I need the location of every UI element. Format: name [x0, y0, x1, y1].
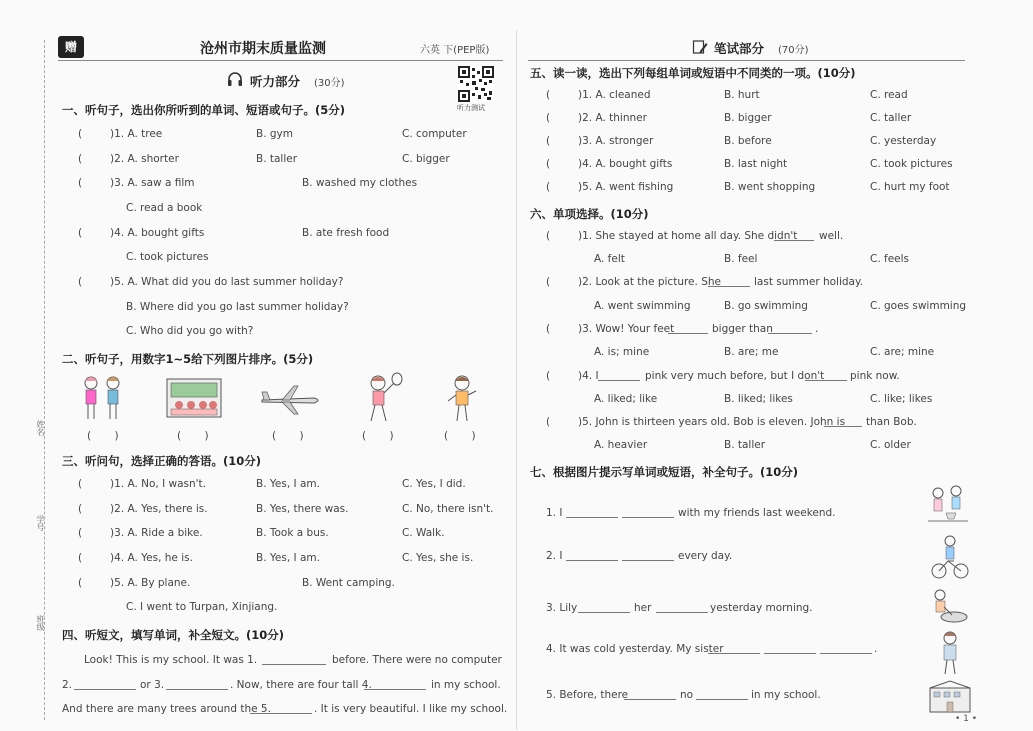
- answer-paren[interactable]: (: [546, 370, 551, 382]
- s6-q5-a: A. heavier: [594, 439, 648, 451]
- s3-q5-a: )5. A. By plane.: [110, 577, 191, 589]
- s3-q3-b: B. Took a bus.: [256, 527, 329, 539]
- s3-q1-a: )1. A. No, I wasn't.: [110, 478, 207, 490]
- s3-q4-c: C. Yes, she is.: [402, 552, 474, 564]
- s4-line1-b: before. There were no computer: [332, 654, 502, 666]
- s6-q2-c: C. goes swimming: [870, 300, 967, 312]
- s6-q4-blank-1[interactable]: [598, 370, 640, 381]
- s1-q5-c: C. Who did you go with?: [126, 325, 254, 337]
- answer-paren[interactable]: (: [546, 112, 551, 124]
- picture-riding-bike: [930, 533, 970, 581]
- answer-paren[interactable]: (: [78, 276, 83, 288]
- section-1-heading: 一、听句子，选出你所听到的单词、短语或句子。(5分): [62, 103, 346, 117]
- s3-q3-c: C. Walk.: [402, 527, 445, 539]
- margin-label-id: 学号: [36, 515, 45, 531]
- s6-q1-end: well.: [819, 230, 844, 242]
- s1-q1-a: )1. A. tree: [110, 128, 163, 140]
- page-number: • 1 •: [955, 714, 978, 724]
- s3-q3-a: )3. A. Ride a bike.: [110, 527, 203, 539]
- headphone-icon: [226, 70, 244, 88]
- s1-q5-b: B. Where did you go last summer holiday?: [126, 301, 349, 313]
- s3-q5-c: C. I went to Turpan, Xinjiang.: [126, 601, 278, 613]
- answer-paren[interactable]: (: [546, 323, 551, 335]
- answer-paren[interactable]: (: [546, 135, 551, 147]
- section-7-heading: 七、根据图片提示写单词或短语，补全句子。(10分): [530, 465, 799, 479]
- s1-q4-a: )4. A. bought gifts: [110, 227, 205, 239]
- s7-q4-blank-3[interactable]: [820, 643, 872, 654]
- s7-q2-blank-1[interactable]: [566, 550, 618, 561]
- s6-q4-a: A. liked; like: [594, 393, 658, 405]
- s3-q4-b: B. Yes, I am.: [256, 552, 320, 564]
- grade-label: 六英 下(PEP版): [420, 45, 490, 56]
- s7-q2-end: every day.: [678, 550, 733, 562]
- s6-q1-stem: )1. She stayed at home all day. She didn't: [578, 230, 798, 242]
- answer-paren[interactable]: (: [546, 89, 551, 101]
- answer-paren[interactable]: (: [546, 416, 551, 428]
- s6-q4-stem: )4. I: [578, 370, 599, 382]
- s5-q4-b: B. last night: [724, 158, 788, 170]
- s7-q1-blank-2[interactable]: [622, 507, 674, 518]
- qr-caption: 听力测试: [457, 104, 485, 112]
- answer-paren[interactable]: (: [78, 577, 83, 589]
- blank-3[interactable]: [166, 679, 228, 690]
- s6-q4-blank-2[interactable]: [805, 370, 847, 381]
- s4-line3-b: . It is very beautiful. I like my school.: [314, 703, 508, 715]
- picture-friends-outing: [926, 483, 970, 525]
- s3-q1-c: C. Yes, I did.: [402, 478, 466, 490]
- s7-q5-blank-1[interactable]: [624, 689, 676, 700]
- s1-q5-a: )5. A. What did you do last summer holiday?: [110, 276, 344, 288]
- s6-q2-b: B. go swimming: [724, 300, 808, 312]
- picture-airplane: [258, 382, 324, 418]
- answer-paren[interactable]: (: [78, 552, 83, 564]
- answer-paren[interactable]: (: [546, 158, 551, 170]
- s3-q2-c: C. No, there isn't.: [402, 503, 494, 515]
- s1-q3-b: B. washed my clothes: [302, 177, 418, 189]
- s7-q3-start: 3. Lily: [546, 602, 578, 614]
- s6-q1-b: B. feel: [724, 253, 758, 265]
- s5-q2-c: C. taller: [870, 112, 912, 124]
- s1-q1-c: C. computer: [402, 128, 467, 140]
- s6-q4-b: B. liked; likes: [724, 393, 793, 405]
- s6-q3-mid: bigger than: [712, 323, 773, 335]
- s6-q5-end: than Bob.: [866, 416, 917, 428]
- page-divider: [516, 30, 517, 730]
- picture-2-answer[interactable]: ( ): [177, 430, 209, 442]
- s6-q1-a: A. felt: [594, 253, 625, 265]
- s6-q4-c: C. like; likes: [870, 393, 933, 405]
- s1-q4-c: C. took pictures: [126, 251, 209, 263]
- answer-paren[interactable]: (: [546, 230, 551, 242]
- s4-line2-d: in my school.: [431, 679, 501, 691]
- s1-q1-b: B. gym: [256, 128, 293, 140]
- s6-q3-b: B. are; me: [724, 346, 779, 358]
- s1-q3-c: C. read a book: [126, 202, 203, 214]
- picture-girl-badminton: [360, 371, 406, 425]
- s5-q3-b: B. before: [724, 135, 772, 147]
- s5-q1-b: B. hurt: [724, 89, 760, 101]
- s6-q1-c: C. feels: [870, 253, 910, 265]
- s3-q2-b: B. Yes, there was.: [256, 503, 349, 515]
- s7-q3-mid: her: [634, 602, 652, 614]
- s7-q5-end: in my school.: [751, 689, 821, 701]
- s6-q2-end: last summer holiday.: [754, 276, 864, 288]
- s4-line1-a: Look! This is my school. It was 1.: [84, 654, 258, 666]
- section-6-heading: 六、单项选择。(10分): [530, 207, 649, 221]
- answer-paren[interactable]: (: [546, 181, 551, 193]
- s5-q1-c: C. read: [870, 89, 908, 101]
- s4-line2-b: or 3.: [140, 679, 165, 691]
- s3-q5-b: B. Went camping.: [302, 577, 395, 589]
- s7-q1-start: 1. I: [546, 507, 563, 519]
- s1-q3-a: )3. A. saw a film: [110, 177, 195, 189]
- s5-q2-b: B. bigger: [724, 112, 772, 124]
- section-3-heading: 三、听问句，选择正确的答语。(10分): [62, 454, 262, 468]
- s6-q2-stem: )2. Look at the picture. She: [578, 276, 721, 288]
- answer-paren[interactable]: (: [78, 153, 83, 165]
- s5-q4-a: )4. A. bought gifts: [578, 158, 673, 170]
- s5-q1-a: )1. A. cleaned: [578, 89, 651, 101]
- blank-5[interactable]: [250, 703, 312, 714]
- s6-q4-mid: pink very much before, but I don't: [645, 370, 825, 382]
- s7-q3-end: yesterday morning.: [710, 602, 813, 614]
- s1-q2-c: C. bigger: [402, 153, 450, 165]
- s3-q4-a: )4. A. Yes, he is.: [110, 552, 193, 564]
- s5-q5-b: B. went shopping: [724, 181, 816, 193]
- s7-q4-end: .: [874, 643, 878, 655]
- picture-5-answer[interactable]: ( ): [444, 430, 476, 442]
- s7-q1-end: with my friends last weekend.: [678, 507, 836, 519]
- s6-q5-stem: )5. John is thirteen years old. Bob is eleven. John is: [578, 416, 846, 428]
- s4-line2-a: 2.: [62, 679, 73, 691]
- s1-q2-b: B. taller: [256, 153, 298, 165]
- s5-q4-c: C. took pictures: [870, 158, 953, 170]
- s7-q4-start: 4. It was cold yesterday. My sister: [546, 643, 724, 655]
- s6-q2-a: A. went swimming: [594, 300, 691, 312]
- picture-boy: [442, 371, 482, 425]
- s6-q3-c: C. are; mine: [870, 346, 935, 358]
- answer-paren[interactable]: (: [78, 227, 83, 239]
- s7-q3-blank-2[interactable]: [656, 602, 708, 613]
- qr-code-icon[interactable]: [458, 66, 494, 102]
- picture-1-answer[interactable]: ( ): [87, 430, 119, 442]
- s5-q2-a: )2. A. thinner: [578, 112, 647, 124]
- picture-classroom: [165, 375, 223, 423]
- listening-score: (30分): [314, 78, 345, 89]
- blank-2[interactable]: [74, 679, 136, 690]
- pencil-note-icon: [692, 39, 708, 55]
- blank-1[interactable]: [262, 654, 326, 665]
- s6-q5-c: C. older: [870, 439, 911, 451]
- s7-q5-blank-2[interactable]: [696, 689, 748, 700]
- s6-q5-b: B. taller: [724, 439, 766, 451]
- section-2-heading: 二、听句子，用数字1~5给下列图片排序。(5分): [62, 352, 314, 366]
- writing-score: (70分): [778, 45, 809, 56]
- picture-4-answer[interactable]: ( ): [362, 430, 394, 442]
- s1-q2-a: )2. A. shorter: [110, 153, 179, 165]
- s4-line2-c: . Now, there are four tall 4.: [230, 679, 372, 691]
- picture-3-answer[interactable]: ( ): [272, 430, 304, 442]
- s7-q2-blank-2[interactable]: [622, 550, 674, 561]
- s6-q3-end: .: [815, 323, 819, 335]
- s3-q1-b: B. Yes, I am.: [256, 478, 320, 490]
- right-header-rule: [528, 60, 965, 61]
- header-rule: [58, 60, 503, 61]
- picture-school-building: [928, 680, 972, 714]
- answer-paren[interactable]: (: [546, 276, 551, 288]
- writing-title: 笔试部分: [714, 41, 765, 56]
- exam-title: 沧州市期末质量监测: [200, 41, 326, 57]
- s6-q5-blank[interactable]: [824, 416, 862, 427]
- answer-paren[interactable]: (: [78, 478, 83, 490]
- answer-paren[interactable]: (: [78, 177, 83, 189]
- picture-two-kids: [76, 373, 128, 423]
- listening-title: 听力部分: [250, 74, 301, 89]
- s1-q4-b: B. ate fresh food: [302, 227, 390, 239]
- s7-q5-mid: no: [680, 689, 694, 701]
- s7-q2-start: 2. I: [546, 550, 563, 562]
- s6-q3-a: A. is; mine: [594, 346, 650, 358]
- s3-q2-a: )2. A. Yes, there is.: [110, 503, 208, 515]
- s6-q2-blank[interactable]: [708, 276, 750, 287]
- margin-label-name: 姓名: [36, 420, 45, 436]
- s5-q3-c: C. yesterday: [870, 135, 937, 147]
- section-5-heading: 五、读一读，选出下列每组单词或短语中不同类的一项。(10分): [530, 66, 856, 80]
- answer-paren[interactable]: (: [78, 527, 83, 539]
- answer-paren[interactable]: (: [78, 128, 83, 140]
- s7-q5-start: 5. Before, there: [546, 689, 629, 701]
- s7-q4-blank-1[interactable]: [708, 643, 760, 654]
- s5-q5-a: )5. A. went fishing: [578, 181, 674, 193]
- s6-q4-end: pink now.: [850, 370, 900, 382]
- s5-q5-c: C. hurt my foot: [870, 181, 950, 193]
- s7-q4-blank-2[interactable]: [764, 643, 816, 654]
- s4-line3-a: And there are many trees around the 5.: [62, 703, 271, 715]
- blank-4[interactable]: [364, 679, 426, 690]
- s5-q3-a: )3. A. stronger: [578, 135, 654, 147]
- s6-q3-blank-1[interactable]: [668, 323, 708, 334]
- s6-q3-blank-2[interactable]: [768, 323, 812, 334]
- margin-label-class: 班级: [36, 615, 45, 631]
- s7-q1-blank-1[interactable]: [566, 507, 618, 518]
- s6-q3-stem: )3. Wow! Your feet: [578, 323, 675, 335]
- picture-washing: [926, 585, 970, 625]
- picture-sick-girl: [932, 628, 968, 676]
- section-4-heading: 四、听短文，填写单词，补全短文。(10分): [62, 628, 285, 642]
- gift-badge: 赠: [58, 36, 84, 58]
- s6-q1-blank[interactable]: [774, 230, 814, 241]
- s7-q3-blank-1[interactable]: [578, 602, 630, 613]
- answer-paren[interactable]: (: [78, 503, 83, 515]
